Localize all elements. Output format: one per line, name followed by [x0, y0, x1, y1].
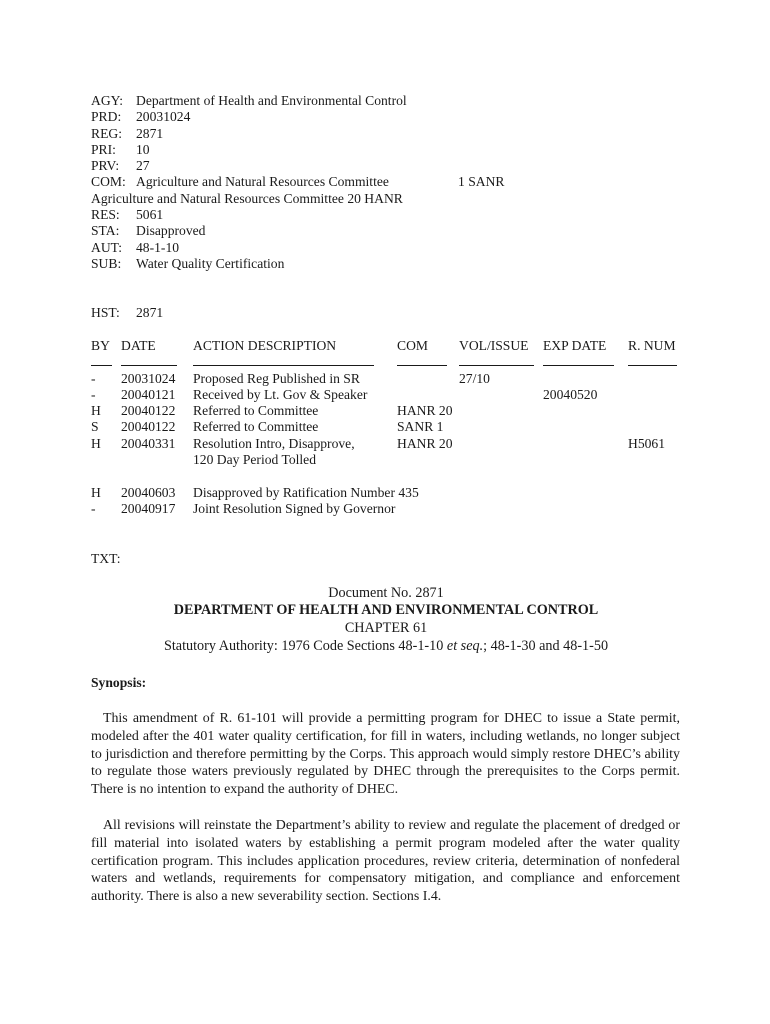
underline-rnum [628, 365, 677, 366]
synopsis-heading: Synopsis: [91, 675, 147, 690]
header-r-num: R. NUM [628, 338, 676, 353]
meta-res: RES: 5061 [91, 207, 164, 223]
header-date: DATE [121, 338, 156, 353]
table-row: - 20031024 Proposed Reg Published in SR 27/10 [91, 370, 490, 386]
meta-aut: AUT: 48-1-10 [91, 239, 180, 255]
meta-sub: SUB: Water Quality Certification [91, 255, 285, 271]
underline-action [193, 365, 374, 366]
txt-label: TXT: [91, 551, 121, 566]
table-row: S 20040122 Referred to Committee SANR 1 [91, 419, 444, 435]
document-number: Document No. 2871 [328, 585, 444, 601]
header-by: BY [91, 338, 110, 353]
underline-exp [543, 365, 614, 366]
underline-date [121, 365, 177, 366]
synopsis-paragraph-2: All revisions will reinstate the Department’s ability to review and regulate the placement of dredged or fill material into isolated waters by establishing a permit program modeled after the water quality certification program. This includes application procedures, review criteria, determination of nonfederal waters and wetlands, requirements for compensatory mitigation, and compliance and enforcement authority. There is also a new severability section. Sections I.4. [91, 818, 680, 905]
table-row: 120 Day Period Tolled [193, 452, 317, 468]
history-id: HST: 2871 [91, 305, 164, 320]
meta-reg: REG: 2871 [91, 125, 164, 141]
table-row: - 20040121 Received by Lt. Gov & Speaker 20040520 [91, 386, 598, 402]
chapter-heading: CHAPTER 61 [344, 620, 428, 636]
table-row: H 20040603 Disapproved by Ratification Number 435 [91, 484, 419, 500]
header-com: COM [397, 338, 428, 353]
header-exp-date: EXP DATE [543, 338, 607, 353]
meta-prv: PRV: 27 [91, 158, 150, 174]
statutory-authority: Statutory Authority: 1976 Code Sections 48-1-10 et seq.; 48-1-30 and 48-1-50 [163, 638, 609, 654]
underline-by [91, 365, 112, 366]
meta-pri: PRI: 10 [91, 141, 150, 157]
row-gap [91, 468, 691, 484]
header-action: ACTION DESCRIPTION [193, 338, 337, 353]
table-row: H 20040122 Referred to Committee HANR 20 [91, 403, 453, 419]
history-table [91, 338, 691, 517]
header-underlines [91, 354, 691, 370]
table-row: H 20040331 Resolution Intro, Disapprove, HANR 20 H5061 [91, 435, 666, 451]
underline-com [397, 365, 447, 366]
meta-agy: AGY: Department of Health and Environmental Control [91, 93, 407, 108]
meta-sta: STA: Disapproved [91, 223, 206, 239]
header-vol-issue: VOL/ISSUE [459, 338, 529, 353]
metadata-block [91, 93, 505, 272]
history-header-row [91, 338, 691, 354]
meta-com-continued: Agriculture and Natural Resources Committee 20 HANR [91, 190, 403, 206]
meta-com: COM: Agriculture and Natural Resources Committee 1 SANR [91, 174, 505, 190]
meta-prd: PRD: 20031024 [91, 109, 191, 125]
underline-vol [459, 365, 534, 366]
department-heading: DEPARTMENT OF HEALTH AND ENVIRONMENTAL CONTROL [173, 602, 599, 618]
synopsis-paragraph-1: This amendment of R. 61-101 will provide a permitting program for DHEC to issue a State permit, modeled after the 401 water quality certification, for fill in waters, including wetlands, no longer subject to jurisdiction and therefore permitting by the Corps. This approach would simply restore DHEC’s ability to regulate those waters previously regulated by DHEC through the prerequisites to the Corps permit. There is no intention to expand the authority of DHEC. [91, 711, 680, 798]
table-row: - 20040917 Joint Resolution Signed by Governor [91, 500, 396, 516]
